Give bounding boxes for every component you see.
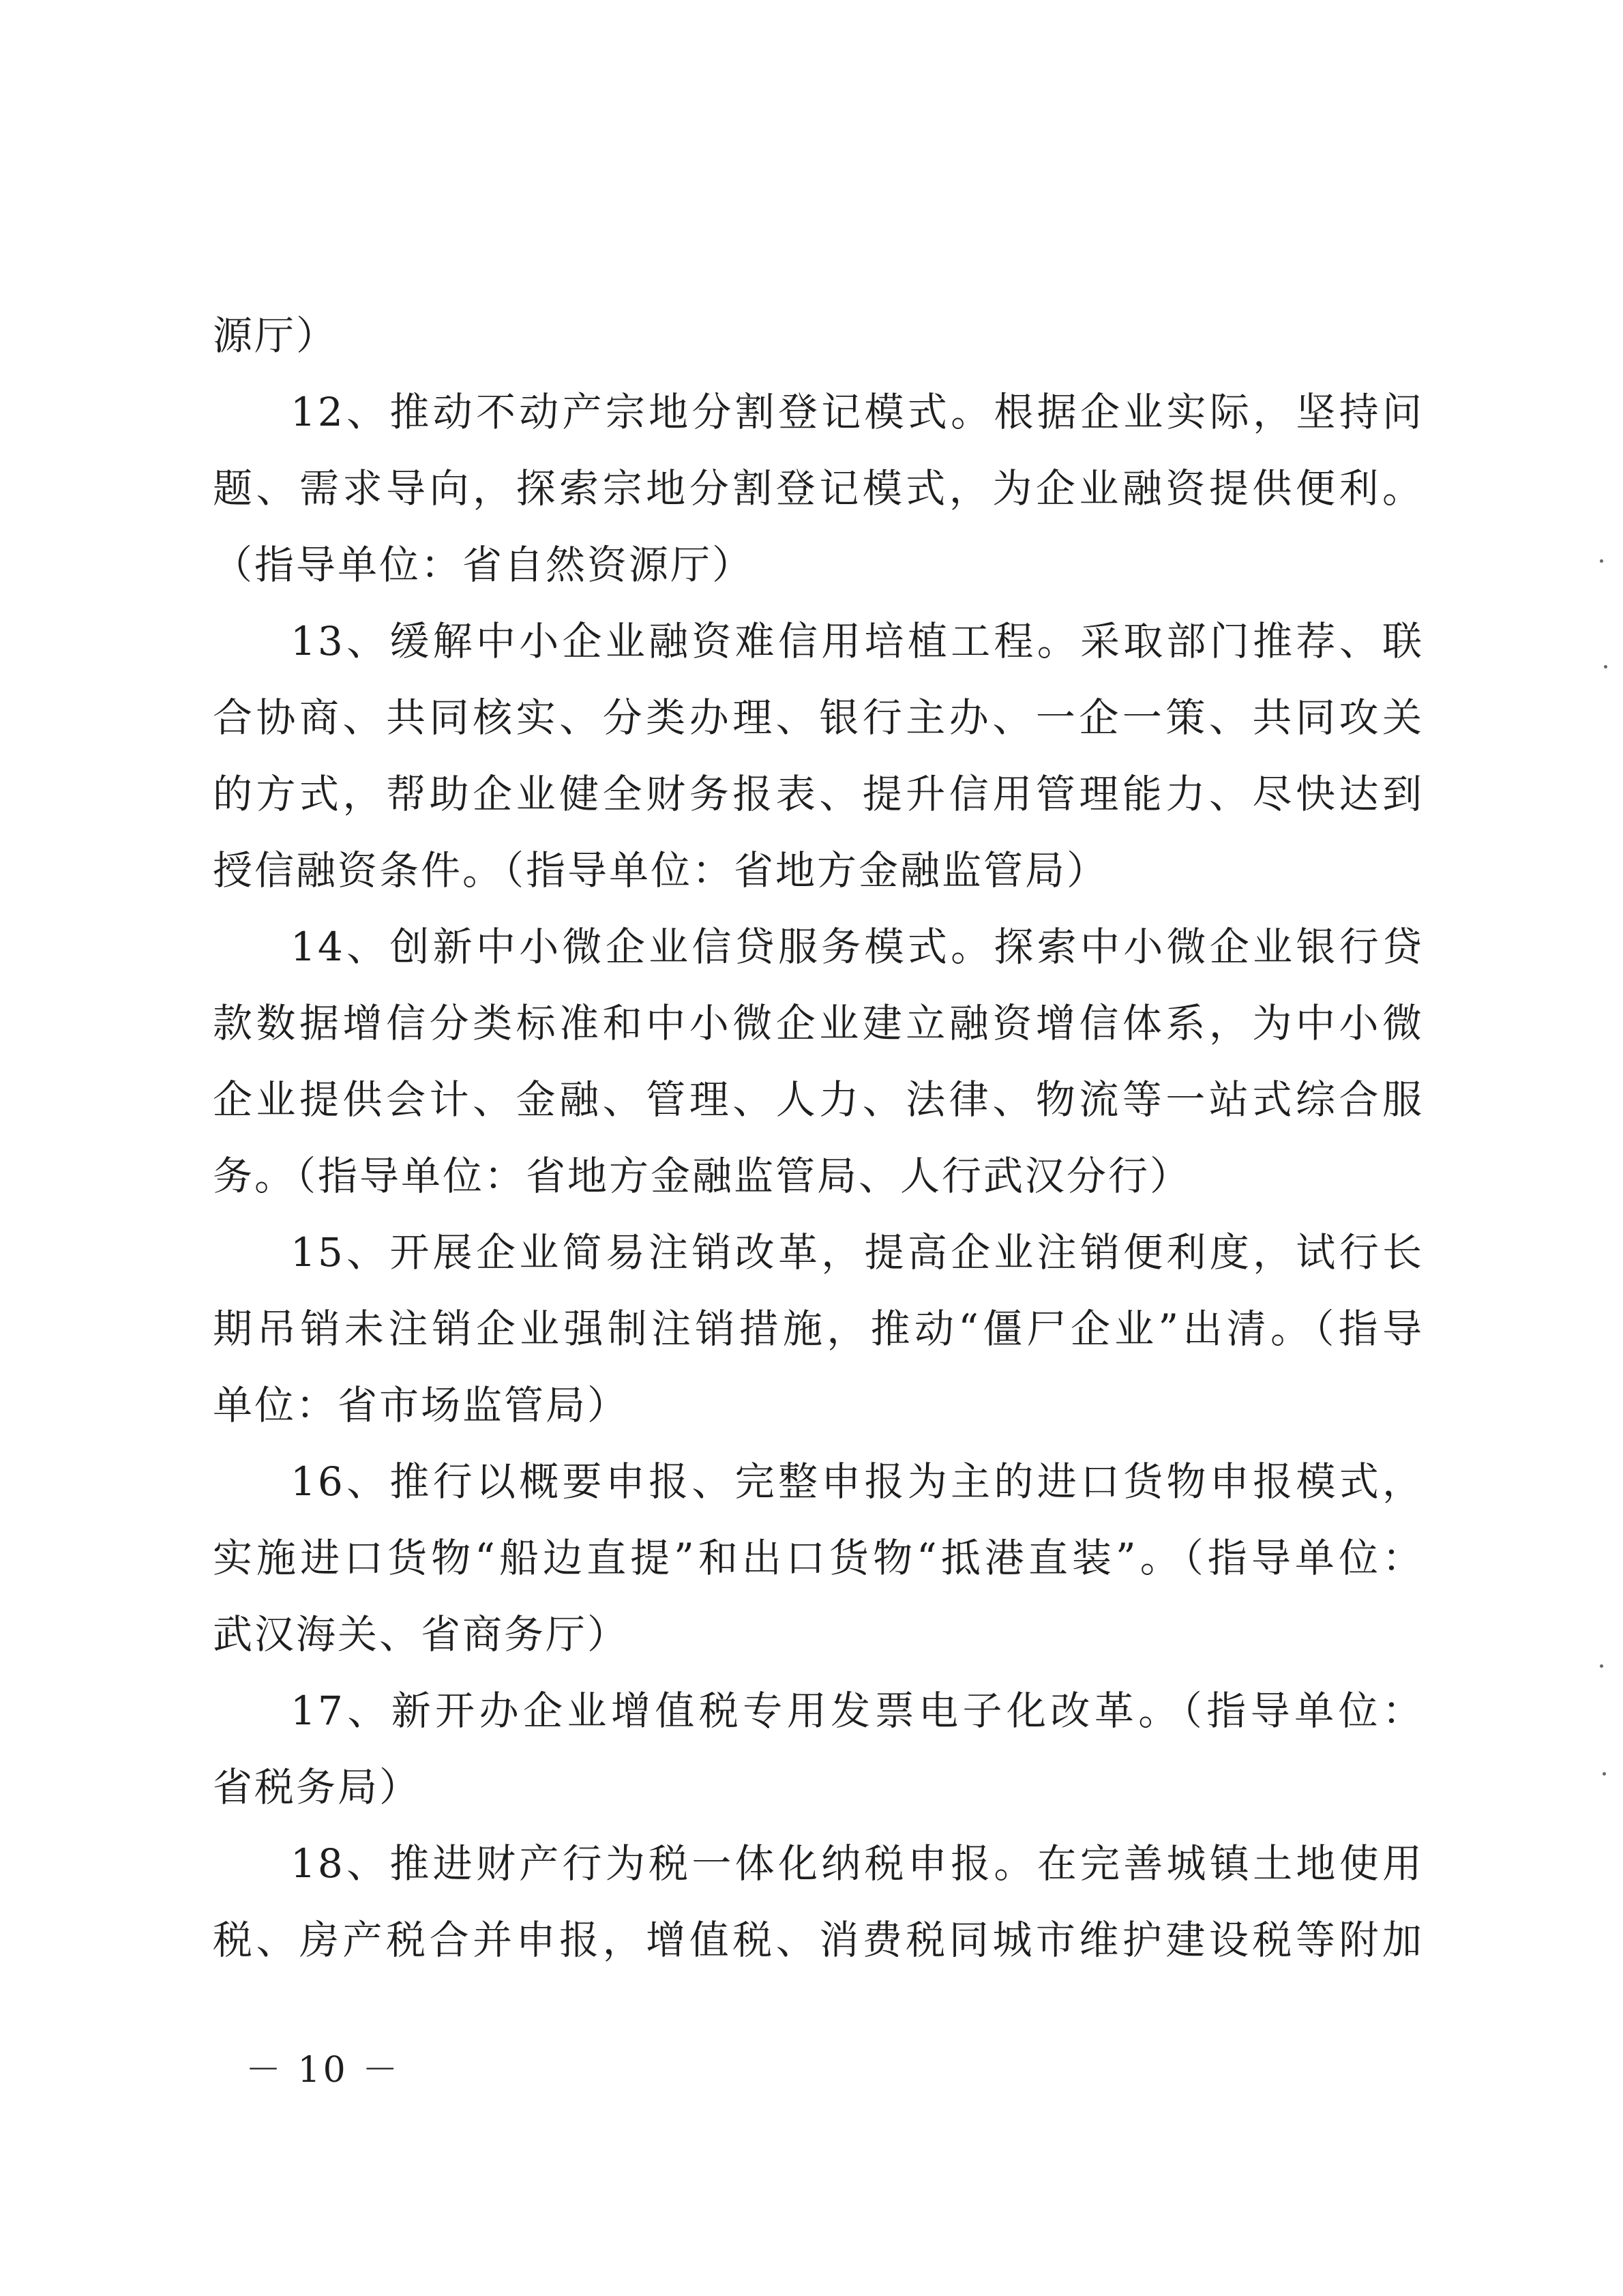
text-line: 企业提供会计、金融、管理、人力、法律、物流等一站式综合服 [213,1076,1424,1123]
text-line: 武汉海关、省商务厅） [213,1611,629,1658]
text-line: 14、创新中小微企业信贷服务模式。探索中小微企业银行贷 [291,924,1424,970]
scan-speck [1603,1772,1606,1776]
text-line: 的方式，帮助企业健全财务报表、提升信用管理能力、尽快达到 [213,771,1424,817]
text-line: 期吊销未注销企业强制注销措施，推动“僵尸企业”出清。（指导 [213,1306,1424,1352]
text-line: 省税务局） [213,1764,421,1810]
text-line: 17、新开办企业增值税专用发票电子化改革。（指导单位： [291,1688,1424,1734]
text-line: 款数据增信分类标准和中小微企业建立融资增信体系，为中小微 [213,1000,1424,1046]
text-line: 实施进口货物“船边直提”和出口货物“抵港直装”。（指导单位： [213,1535,1424,1581]
page-number: － 10 － [245,2050,401,2091]
text-line: 合协商、共同核实、分类办理、银行主办、一企一策、共同攻关 [213,694,1424,741]
text-line: 务。（指导单位：省地方金融监管局、人行武汉分行） [213,1153,1192,1199]
text-line: 13、缓解中小企业融资难信用培植工程。采取部门推荐、联 [291,618,1424,664]
text-line: 18、推进财产行为税一体化纳税申报。在完善城镇土地使用 [291,1840,1424,1887]
scan-speck [1604,665,1607,668]
text-line: 税、房产税合并申报，增值税、消费税同城市维护建设税等附加 [213,1917,1424,1963]
text-line: （指导单位：省自然资源厅） [213,542,754,588]
text-line: 单位：省市场监管局） [213,1382,629,1428]
body-text [213,297,1424,1978]
text-line: 题、需求导向，探索宗地分割登记模式，为企业融资提供便利。 [213,465,1424,512]
scan-speck [1600,1664,1603,1668]
text-line: 15、开展企业简易注销改革，提高企业注销便利度，试行长 [291,1229,1424,1276]
text-line: 16、推行以概要申报、完整申报为主的进口货物申报模式， [291,1458,1424,1505]
text-line: 12、推动不动产宗地分割登记模式。根据企业实际，坚持问 [291,389,1424,435]
text-line: 源厅） [213,312,338,359]
scan-speck [1600,559,1603,563]
text-line: 授信融资条件。（指导单位：省地方金融监管局） [213,847,1109,894]
